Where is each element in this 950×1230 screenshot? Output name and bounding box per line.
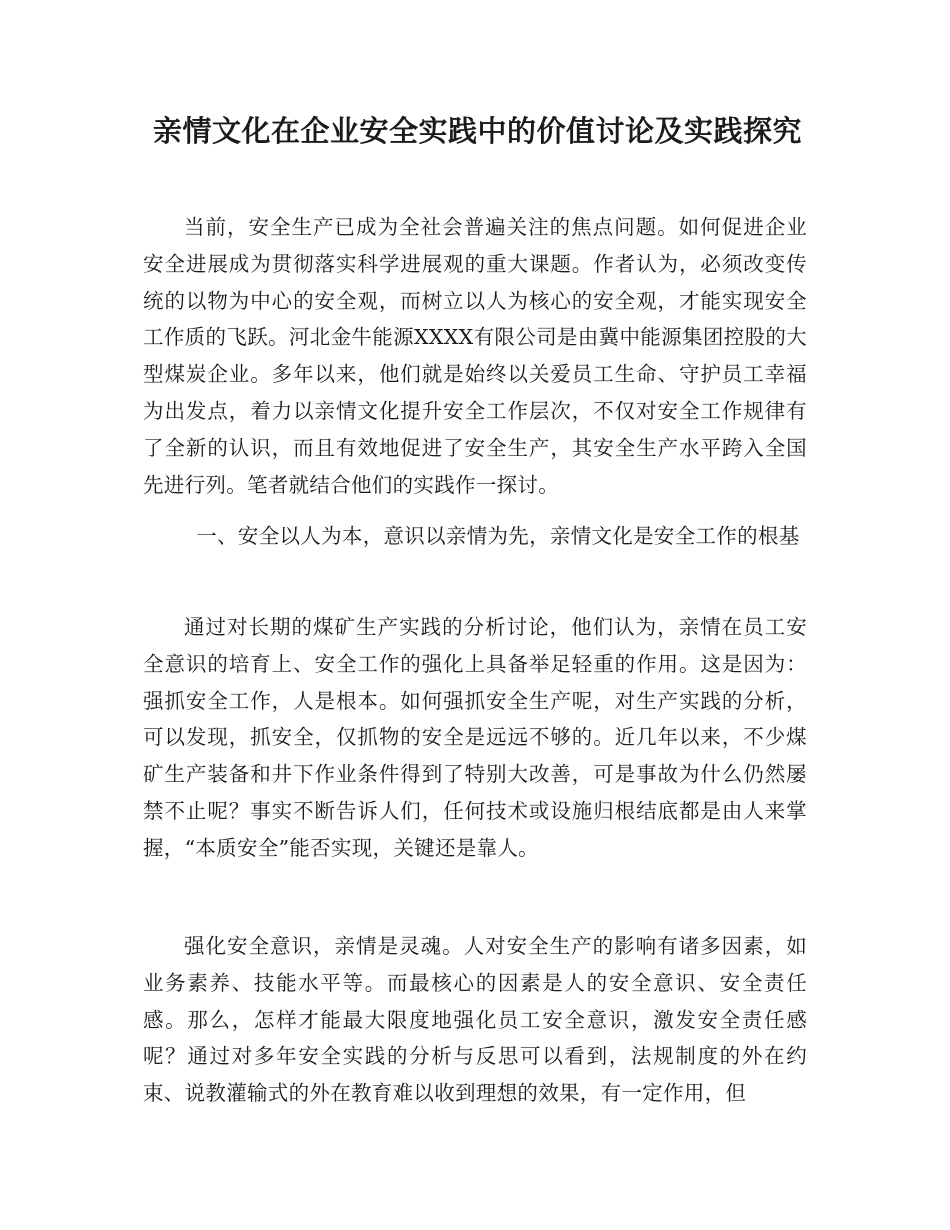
document-title: 亲情文化在企业安全实践中的价值讨论及实践探究 — [152, 114, 802, 148]
paragraph-safety-awareness: 强化安全意识，亲情是灵魂。人对安全生产的影响有诸多因素，如业务素养、技能水平等。而最核心的因素是人的安全意识、安全责任感。那么，怎样才能最大限度地强化员工安全意识，激发安全责任感呢？通过对多年安全实践的分析与反思可以看到，法规制度的外在约束、说教灌输式的外在教育难以收到理想的效果，有一定作用，但 — [143, 934, 807, 1106]
paragraph-section-1: 通过对长期的煤矿生产实践的分析讨论，他们认为，亲情在员工安全意识的培育上、安全工作的强化上具备举足轻重的作用。这是因为：强抓安全工作，人是根本。如何强抓安全生产呢，对生产实践的分析，可以发现，抓安全，仅抓物的安全是远远不够的。近几年以来，不少煤矿生产装备和井下作业条件得到了特别大改善，可是事故为什么仍然屡禁不止呢？事实不断告诉人们，任何技术或设施归根结底都是由人来掌握，“本质安全”能否实现，关键还是靠人。 — [143, 615, 807, 860]
paragraph-intro: 当前，安全生产已成为全社会普遍关注的焦点问题。如何促进企业安全进展成为贯彻落实科学进展观的重大课题。作者认为，必须改变传统的以物为中心的安全观，而树立以人为核心的安全观，才能实现安全工作质的飞跃。河北金牛能源XXXX有限公司是由冀中能源集团控股的大型煤炭企业。多年以来，他们就是始终以关爱员工生命、守护员工幸福为出发点，着力以亲情文化提升安全工作层次，不仅对安全工作规律有了全新的认识，而且有效地促进了安全生产，其安全生产水平跨入全国先进行列。笔者就结合他们的实践作一探讨。 — [143, 215, 807, 497]
section-heading-1: 一、安全以人为本，意识以亲情为先，亲情文化是安全工作的根基 — [196, 524, 800, 548]
